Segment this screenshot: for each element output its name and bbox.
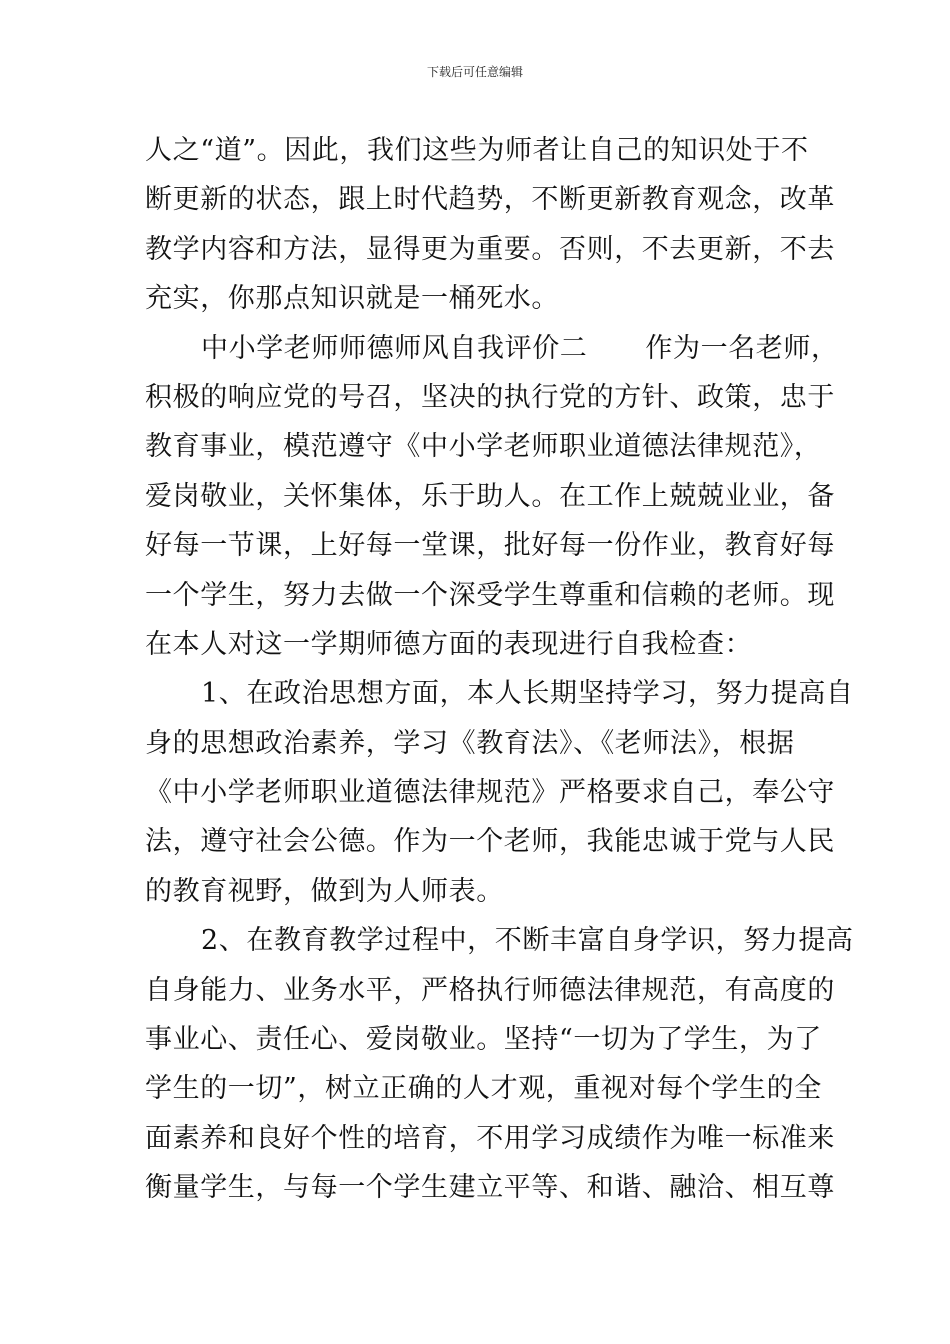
paragraph-3: [145, 669, 854, 916]
text-line: 的教育视野，做到为人师表。: [145, 875, 504, 907]
paragraph-1: [145, 126, 835, 324]
text-line: 在本人对这一学期师德方面的表现进行自我检查：: [145, 628, 753, 660]
paragraph-4: [145, 916, 854, 1212]
text-line: 人之“道”。因此，我们这些为师者让自己的知识处于不: [145, 135, 809, 166]
text-line: 一个学生，努力去做一个深受学生尊重和信赖的老师。现: [145, 579, 835, 611]
text-line: 积极的响应党的号召，坚决的执行党的方针、政策，忠于: [145, 381, 835, 413]
paragraph-2: [145, 324, 839, 670]
text-line: 学生的一切”，树立正确的人才观，重视对每个学生的全: [145, 1073, 822, 1105]
text-line: 教育事业，模范遵守《中小学老师职业道德法律规范》，: [145, 431, 822, 463]
text-line: 面素养和良好个性的培育，不用学习成绩作为唯一标准来: [145, 1122, 835, 1154]
text-line: 身的思想政治素养，学习《教育法》、《老师法》，根据: [145, 727, 795, 759]
text-line: 断更新的状态，跟上时代趋势，不断更新教育观念，改革: [145, 184, 835, 216]
text-line: 自身能力、业务水平，严格执行师德法律规范，有高度的: [145, 974, 835, 1006]
text-line: 1、在政治思想方面，本人长期坚持学习，努力提高自: [201, 678, 854, 710]
text-line: 教学内容和方法，显得更为重要。否则，不去更新，不去: [145, 233, 835, 265]
text-line: 《中小学老师职业道德法律规范》严格要求自己，奉公守: [145, 777, 835, 809]
heading-line-rest: 作为一名老师，: [645, 332, 839, 364]
text-line: [145, 324, 839, 373]
text-line: 衡量学生，与每一个学生建立平等、和谐、融洽、相互尊: [145, 1172, 835, 1204]
text-line: 充实，你那点知识就是一桶死水。: [145, 283, 559, 315]
page-header: 下载后可任意编辑: [426, 65, 523, 79]
text-line: 2、在教育教学过程中，不断丰富自身学识，努力提高: [201, 925, 854, 957]
text-line: 法，遵守社会公德。作为一个老师，我能忠诚于党与人民: [145, 826, 835, 858]
document-body: [145, 126, 854, 1213]
text-line: 事业心、责任心、爱岗敬业。坚持“一切为了学生，为了: [145, 1024, 822, 1056]
text-line: 好每一节课，上好每一堂课，批好每一份作业，教育好每: [145, 530, 835, 562]
text-line: 爱岗敬业，关怀集体，乐于助人。在工作上兢兢业业，备: [145, 480, 835, 512]
section-heading: 中小学老师师德师风自我评价二: [201, 332, 588, 364]
